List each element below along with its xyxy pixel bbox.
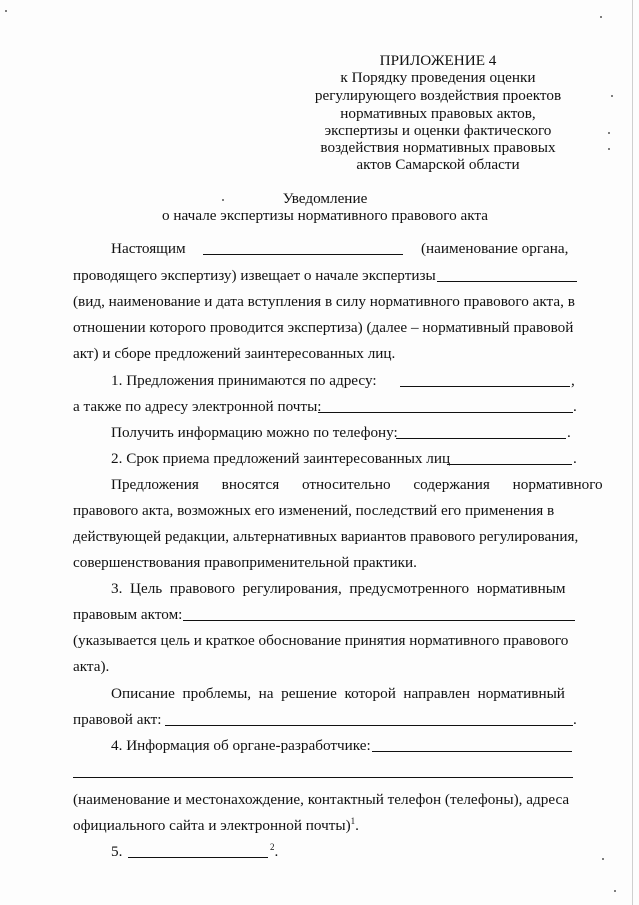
p3-line1: Получить информацию можно по телефону: bbox=[111, 424, 398, 441]
blank-deadline[interactable] bbox=[447, 464, 572, 465]
p1-start: Настоящим bbox=[111, 240, 186, 257]
appendix-line: к Порядку проведения оценки bbox=[340, 69, 536, 86]
p8-line1: 4. Информация об органе-разработчике: bbox=[111, 737, 371, 754]
appendix-line: регулирующего воздействия проектов bbox=[314, 87, 562, 104]
p3-dot: . bbox=[567, 424, 571, 441]
p2-comma: , bbox=[571, 372, 575, 389]
p1-line3: (вид, наименование и дата вступления в силу нормативного правового акта, в bbox=[73, 293, 575, 310]
p8-line4-text: официального сайта и электронной почты) bbox=[73, 817, 351, 834]
p7-line1: Описание проблемы, на решение которой направлен нормативный bbox=[111, 685, 565, 702]
p7-line2: правовой акт: bbox=[73, 711, 162, 728]
p8-line4 bbox=[73, 817, 359, 836]
blank-item-5[interactable] bbox=[128, 857, 268, 858]
p1-line5: акт) и сборе предложений заинтересованных лиц. bbox=[73, 345, 396, 362]
scan-speck bbox=[600, 16, 602, 18]
appendix-title: ПРИЛОЖЕНИЕ 4 bbox=[379, 52, 497, 69]
p1-line4: отношении которого проводится экспертиза) (далее – нормативный правовой bbox=[73, 319, 574, 336]
footnote-ref-2: 2 bbox=[270, 842, 275, 852]
blank-postal-address[interactable] bbox=[400, 386, 570, 387]
p2-line2: а также по адресу электронной почты: bbox=[73, 398, 322, 415]
p5-line4: совершенствования правоприменительной практики. bbox=[73, 554, 417, 571]
p8-line3: (наименование и местонахождение, контактный телефон (телефоны), адреса bbox=[73, 791, 570, 808]
blank-regulation-goal[interactable] bbox=[183, 620, 575, 621]
p1-organ-note: (наименование органа, bbox=[421, 240, 569, 257]
blank-developer-info[interactable] bbox=[372, 751, 572, 752]
footnote-ref-1: 1 bbox=[350, 816, 356, 826]
p2-line1: 1. Предложения принимаются по адресу: bbox=[111, 372, 377, 389]
p4-line1: 2. Срок приема предложений заинтересованных лиц bbox=[111, 450, 451, 467]
p9-number: 5. bbox=[111, 843, 123, 860]
p6-line1: 3. Цель правового регулирования, предусмотренного нормативным bbox=[111, 580, 566, 597]
p5-line1: Предложения вносятся относительно содержания нормативного bbox=[111, 476, 603, 493]
appendix-line: актов Самарской области bbox=[356, 156, 520, 173]
blank-expertise-subject[interactable] bbox=[437, 281, 577, 282]
p6-line2: правовым актом: bbox=[73, 606, 183, 623]
p5-line2: правового акта, возможных его изменений, последствий его применения в bbox=[73, 502, 555, 519]
blank-organ-name[interactable] bbox=[203, 254, 403, 255]
p9-dot: . bbox=[274, 843, 279, 860]
scan-speck bbox=[608, 148, 610, 150]
scan-speck bbox=[611, 95, 613, 97]
blank-phone[interactable] bbox=[396, 438, 566, 439]
p6-line3: (указывается цель и краткое обоснование принятия нормативного правового bbox=[73, 632, 569, 649]
scan-speck bbox=[614, 890, 616, 892]
notice-subtitle: о начале экспертизы нормативного правового акта bbox=[162, 207, 488, 224]
p5-line3: действующей редакции, альтернативных вариантов правового регулирования, bbox=[73, 528, 579, 545]
scan-speck bbox=[608, 132, 610, 134]
appendix-line: экспертизы и оценки фактического bbox=[324, 122, 552, 139]
appendix-line: воздействия нормативных правовых bbox=[320, 139, 556, 156]
p8-line4-end: . bbox=[355, 817, 359, 834]
p7-dot: . bbox=[573, 711, 577, 728]
notice-title: Уведомление bbox=[282, 190, 368, 207]
p6-line4: акта). bbox=[73, 658, 110, 675]
appendix-line: нормативных правовых актов, bbox=[340, 105, 536, 122]
p2-dot: . bbox=[573, 398, 577, 415]
blank-problem-description[interactable] bbox=[165, 725, 573, 726]
p9-sup-wrap bbox=[270, 843, 278, 862]
blank-email-address[interactable] bbox=[318, 412, 573, 413]
blank-developer-info-line2[interactable] bbox=[73, 777, 573, 778]
p1-line2: проводящего экспертизу) извещает о начале экспертизы bbox=[73, 267, 436, 284]
scan-edge-right bbox=[632, 0, 633, 905]
scan-speck bbox=[602, 858, 604, 860]
p4-dot: . bbox=[573, 450, 577, 467]
scan-speck bbox=[5, 10, 7, 12]
